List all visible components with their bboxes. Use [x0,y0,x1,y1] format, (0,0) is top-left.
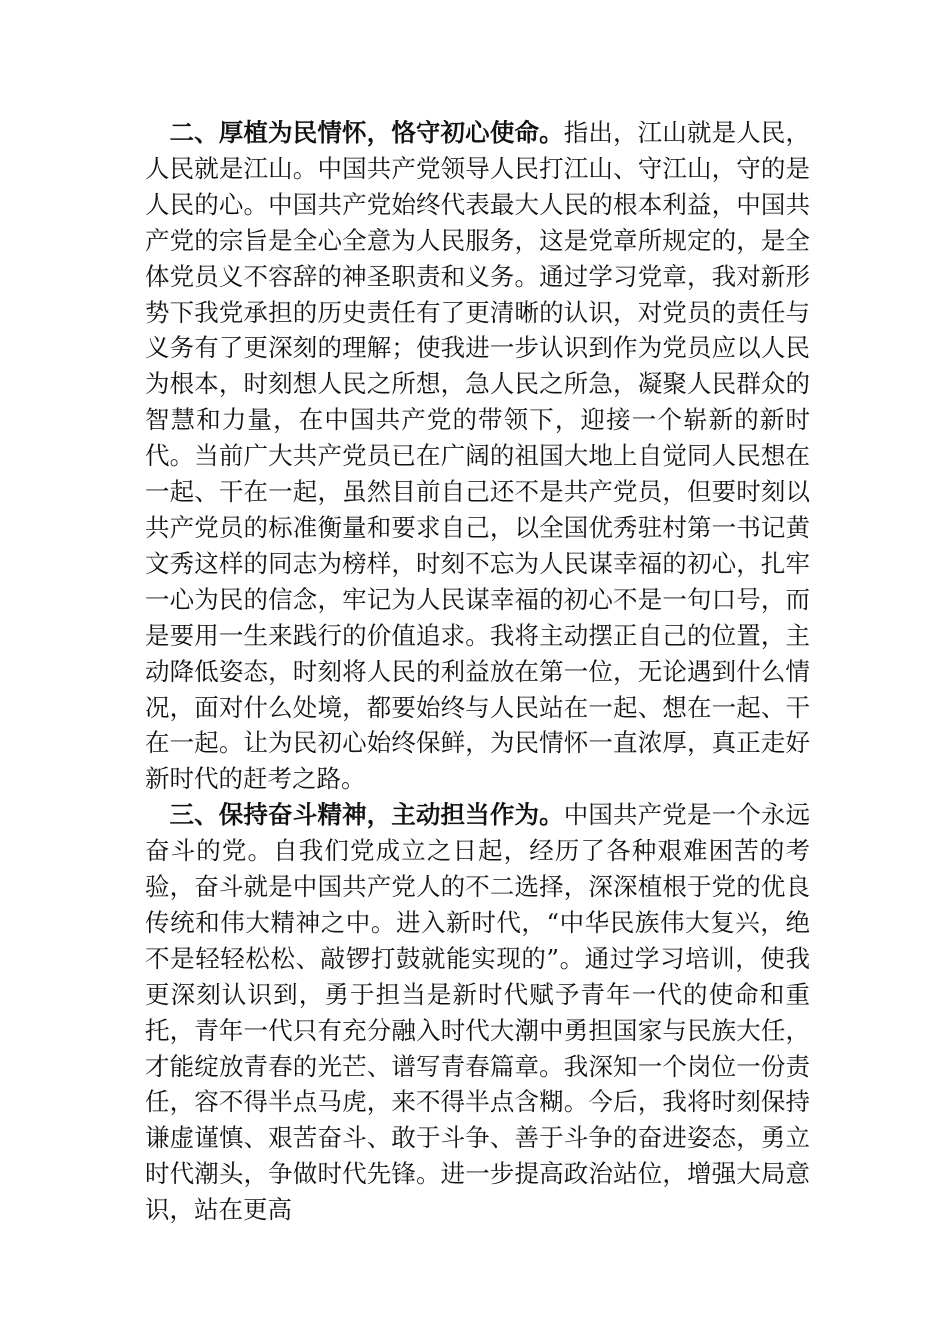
section-heading-2: 二、厚植为民情怀，恪守初心使命。 [169,118,564,147]
paragraph-2 [145,115,810,797]
section-heading-3: 三、保持奋斗精神，主动担当作为。 [169,800,564,830]
document-body [145,115,810,1228]
paragraph-text-2: 指出，江山就是人民，人民就是江山。中国共产党领导人民打江山、守江山，守的是人民的心。中国共产党始终代表最大人民的根本利益，中国共产党的宗旨是全心全意为人民服务，这是党章所规定的，是全体党员义不容辞的神圣职责和义务。通过学习党章，我对新形势下我党承担的历史责任有了更清晰的认识，对党员的责任与义务有了更深刻的理解；使我进一步认识到作为党员应以人民为根本，时刻想人民之所想，急人民之所急，凝聚人民群众的智慧和力量，在中国共产党的带领下，迎接一个崭新的新时代。当前广大共产党员已在广阔的祖国大地上自觉同人民想在一起、干在一起，虽然目前自己还不是共产党员，但要时刻以共产党员的标准衡量和要求自己，以全国优秀驻村第一书记黄文秀这样的同志为榜样，时刻不忘为人民谋幸福的初心，扎牢一心为民的信念，牢记为人民谋幸福的初心不是一句口号，而是要用一生来践行的价值追求。我将主动摆正自己的位置，主动降低姿态，时刻将人民的利益放在第一位，无论遇到什么情况，面对什么处境，都要始终与人民站在一起、想在一起、干在一起。让为民初心始终保鲜，为民情怀一直浓厚，真正走好新时代的赶考之路。 [145,118,811,794]
paragraph-3 [145,797,810,1228]
paragraph-text-3: 中国共产党是一个永远奋斗的党。自我们党成立之日起，经历了各种艰难困苦的考验，奋斗就是中国共产党人的不二选择，深深植根于党的优良传统和伟大精神之中。进入新时代，“中华民族伟大复兴，绝不是轻轻松松、敲锣打鼓就能实现的”。通过学习培训，使我更深刻认识到，勇于担当是新时代赋予青年一代的使命和重托，青年一代只有充分融入时代大潮中勇担国家与民族大任，才能绽放青春的光芒、谱写青春篇章。我深知一个岗位一份责任，容不得半点马虎，来不得半点含糊。今后，我将时刻保持谦虚谨慎、艰苦奋斗、敢于斗争、善于斗争的奋进姿态，勇立时代潮头，争做时代先锋。进一步提高政治站位，增强大局意识，站在更高 [145,800,811,1225]
